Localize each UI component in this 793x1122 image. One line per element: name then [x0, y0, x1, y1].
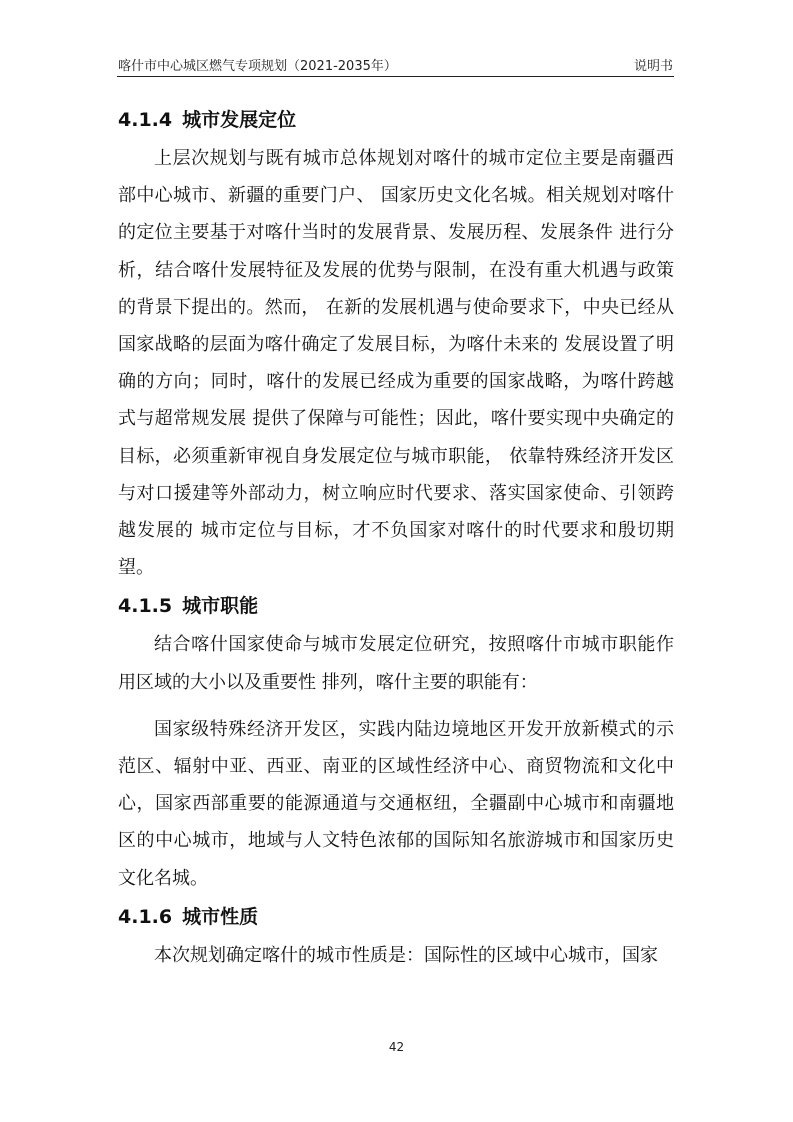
header-document-title: 喀什市中心城区燃气专项规划（2021-2035年） [118, 59, 397, 74]
paragraph-city-positioning: 上层次规划与既有城市总体规划对喀什的城市定位主要是南疆西部中心城市、新疆的重要门户、 国家历史文化名城。相关规划对喀什的定位主要基于对喀什当时的发展背景、发展历程、发展条件 进行分析，结合喀什发展特征及发展的优势与限制，在没有重大机遇与政策的背景下提出的。然而， 在新的发展机遇与使命要求下，中央已经从国家战略的层面为喀什确定了发展目标，为喀什未来的 发展设置了明确的方向；同时，喀什的发展已经成为重要的国家战略，为喀什跨越式与超常规发展 提供了保障与可能性；因此，喀什要实现中央确定的目标，必须重新审视自身发展定位与城市职能， 依靠特殊经济开发区与对口援建等外部动力，树立响应时代要求、落实国家使命、引领跨越发展的 城市定位与目标，才不负国家对喀什的时代要求和殷切期望。 [118, 148, 674, 579]
section-heading-city-positioning [118, 100, 674, 140]
document-body [118, 100, 674, 974]
section-heading-city-nature [118, 897, 674, 937]
page-number: 42 [388, 1040, 405, 1054]
section-number: 4.1.4 [118, 109, 173, 131]
paragraph-functions-list: 国家级特殊经济开发区，实践内陆边境地区开发开放新模式的示范区、辐射中亚、西亚、南亚的区域性经济中心、商贸物流和文化中心，国家西部重要的能源通道与交通枢纽，全疆副中心城市和南疆地区的中心城市，地域与人文特色浓郁的国际知名旅游城市和国家历史文化名城。 [118, 718, 674, 889]
paragraph-functions-intro: 结合喀什国家使命与城市发展定位研究，按照喀什市城市职能作用区域的大小以及重要性 排列，喀什主要的职能有： [118, 634, 674, 693]
section-number: 4.1.6 [118, 905, 173, 928]
paragraph-city-nature: 本次规划确定喀什的城市性质是：国际性的区域中心城市，国家 [154, 944, 658, 966]
header-document-type: 说明书 [633, 59, 673, 74]
section-title: 城市职能 [182, 595, 259, 618]
section-number: 4.1.5 [118, 595, 173, 618]
section-title: 城市性质 [182, 905, 259, 928]
section-heading-city-functions [118, 586, 674, 626]
header-divider [117, 76, 674, 77]
section-title: 城市发展定位 [182, 109, 297, 131]
